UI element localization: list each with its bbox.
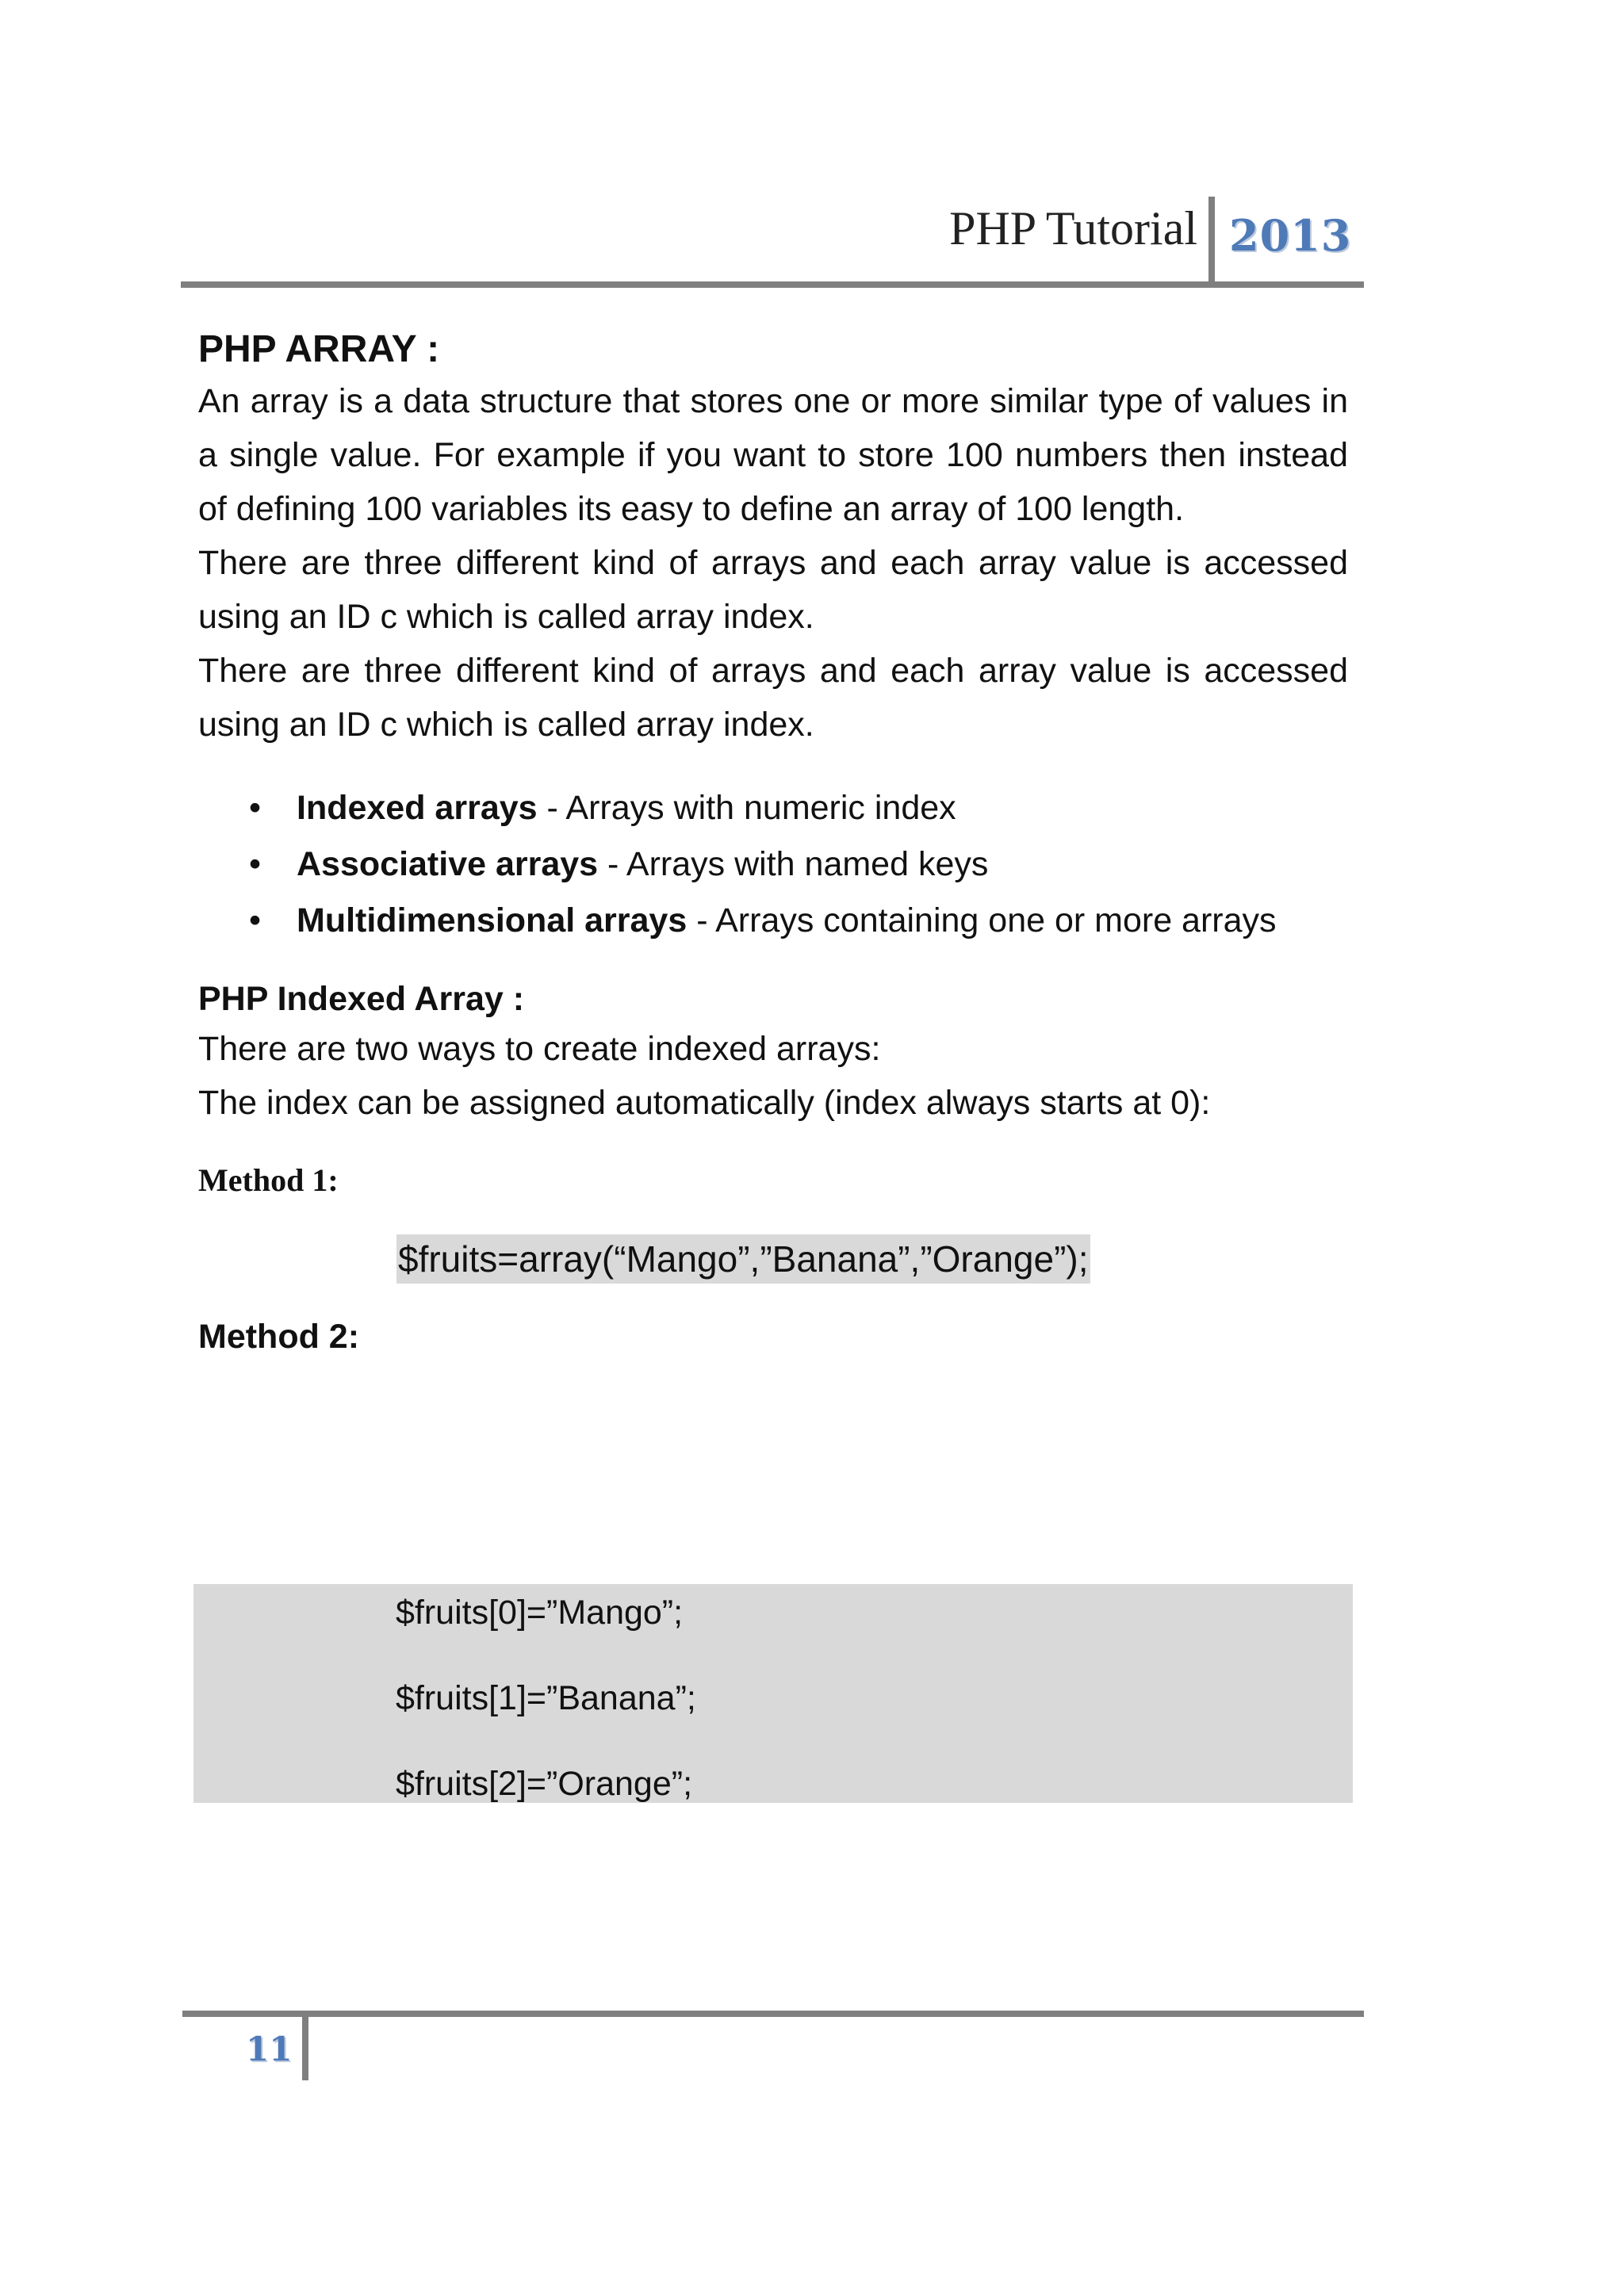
list-item-desc: - Arrays containing one or more arrays: [687, 901, 1277, 940]
list-item-term: Associative arrays: [297, 845, 599, 884]
header-divider: [1208, 197, 1215, 287]
header-title: PHP Tutorial: [949, 202, 1197, 254]
section-title: PHP ARRAY :: [198, 328, 440, 370]
list-item-desc: - Arrays with numeric index: [537, 789, 956, 828]
paragraph-indexed-note: The index can be assigned automatically (index always starts at 0):: [198, 1084, 1211, 1123]
list-item: [198, 780, 1348, 836]
bullet-icon: •: [249, 845, 262, 884]
method2-label: Method 2:: [198, 1318, 360, 1357]
bullet-icon: •: [249, 789, 262, 828]
list-item: [198, 893, 1348, 949]
method1-code-wrapper: [198, 1234, 1348, 1284]
bullet-icon: •: [249, 901, 262, 940]
list-item-term: Multidimensional arrays: [297, 901, 688, 940]
method1-code: $fruits=array(“Mango”,”Banana”,”Orange”);: [396, 1234, 1090, 1284]
list-item-desc: - Arrays with named keys: [598, 845, 989, 884]
code-line: $fruits[2]=”Orange”;: [396, 1765, 693, 1803]
code-line: $fruits[1]=”Banana”;: [396, 1679, 696, 1717]
page-number: 11: [246, 2030, 293, 2068]
array-types-list: [198, 780, 1348, 949]
list-item-term: Indexed arrays: [297, 789, 538, 828]
paragraph-array-definition: An array is a data structure that stores one or more similar type of values in a single value. For example if you want to store 100 numbers then instead of defining 100 variables its easy to define an array of 100 length.: [198, 382, 1348, 529]
subsection-title: PHP Indexed Array :: [198, 980, 525, 1019]
method1-label: Method 1:: [198, 1162, 339, 1199]
header-rule: [181, 281, 1364, 288]
header-year: 2013: [1229, 210, 1352, 261]
footer-divider: [302, 2011, 308, 2080]
page-content: [198, 325, 1348, 1360]
paragraph-array-kinds: There are three different kind of arrays and each array value is accessed using an ID c which is called array index.: [198, 544, 1348, 637]
list-item: [198, 836, 1348, 893]
method2-code-block: [193, 1584, 1353, 1803]
paragraph-array-kinds-repeat: There are three different kind of arrays and each array value is accessed using an ID c which is called array index.: [198, 652, 1348, 744]
code-line: $fruits[0]=”Mango”;: [396, 1594, 684, 1632]
footer-rule: [182, 2011, 1364, 2017]
paragraph-indexed-intro: There are two ways to create indexed arrays:: [198, 1030, 881, 1069]
